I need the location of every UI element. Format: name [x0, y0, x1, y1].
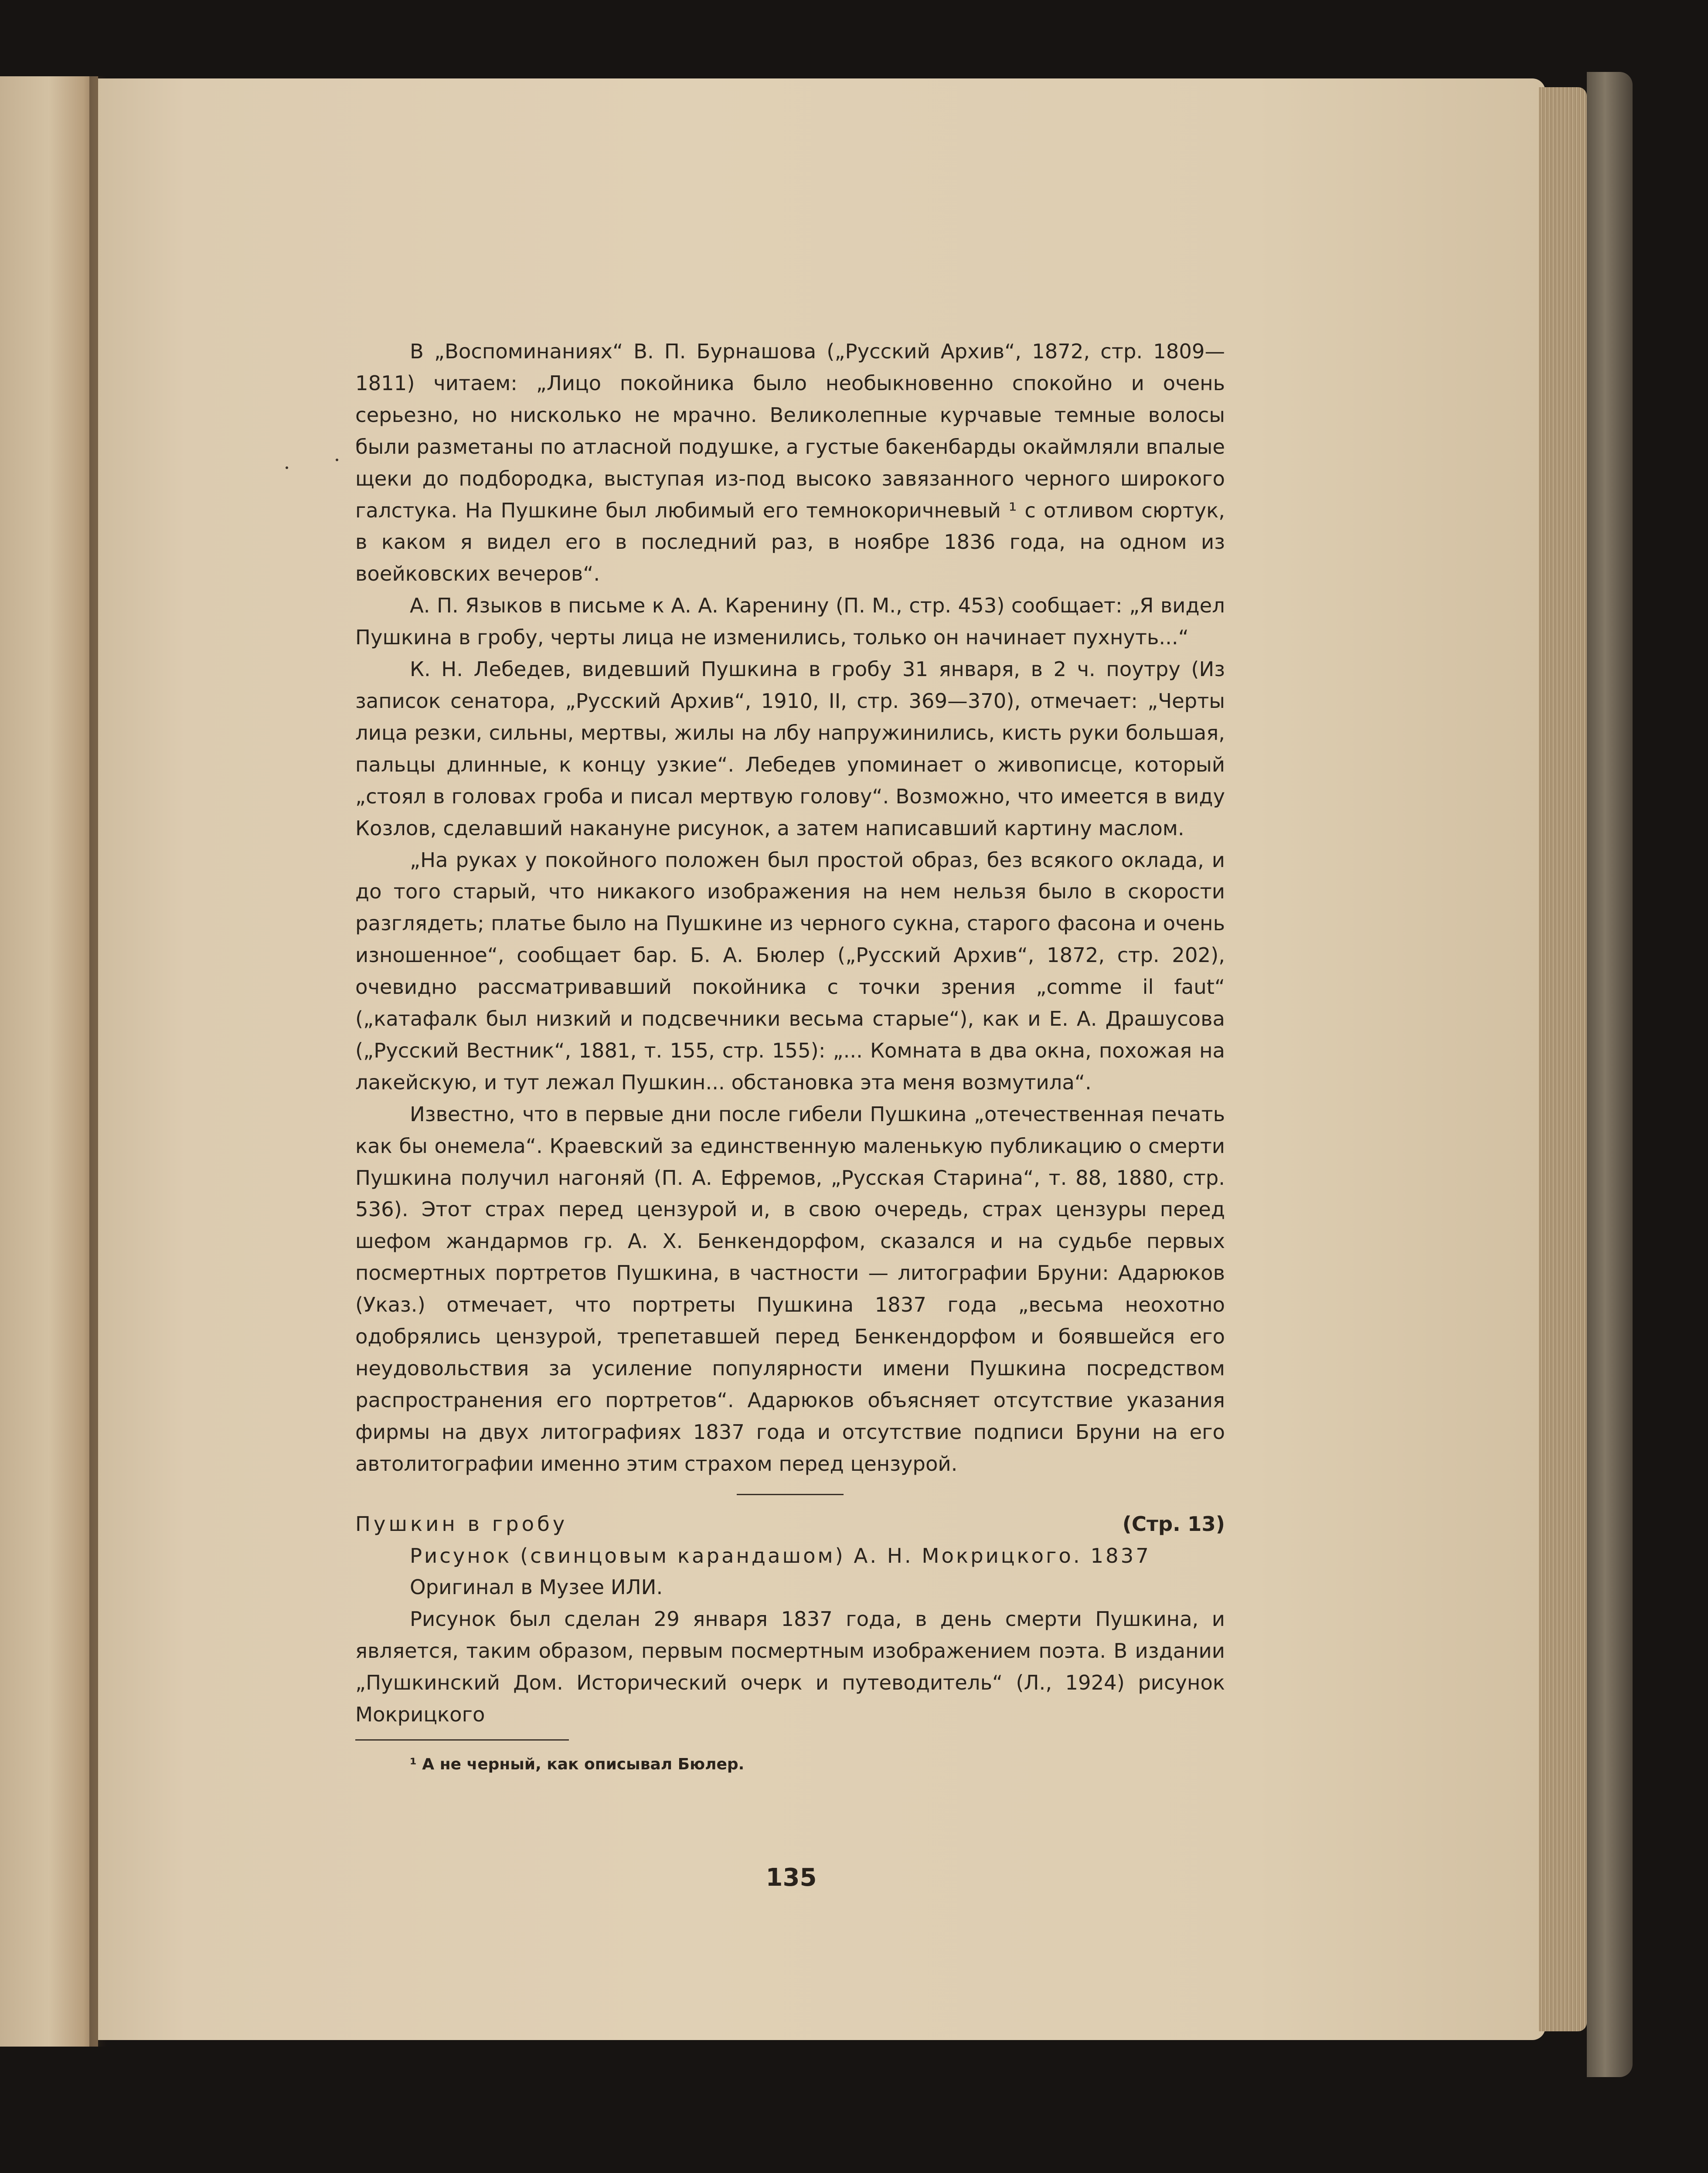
stray-mark [286, 466, 288, 469]
caption-body: Рисунок был сделан 29 января 1837 года, в день смерти Пушкина, и является, таким образом, первым посмертным изображением поэта. В издании „Пушкинский Дом. Исторический очерк и путеводитель“ (Л., 1924) рисунок Мокрицкого [355, 1607, 1225, 1727]
paragraph: „На руках у покойного положен был простой образ, без всякого оклада, и до того старый, что никакого изображения на нем нельзя было в скорости разглядеть; платье было на Пушкине из черного сукна, старого фасона и очень изношенное“, сообщает бар. Б. А. Бюлер („Русский Архив“, 1872, стр. 202), очевидно рассматривавший покойника с точки зрения „comme il faut“ („катафалк был низкий и подсвечники весьма старые“), как и Е. А. Драшусова („Русский Вестник“, 1881, т. 155, стр. 155): „... Комната в два окна, похожая на лакейскую, и тут лежал Пушкин... обстановка эта меня возмутила“. [355, 848, 1225, 1094]
paragraph: К. Н. Лебедев, видевший Пушкина в гробу 31 января, в 2 ч. поутру (Из записок сенатора, „Русский Архив“, 1910, II, стр. 369—370), отмечает: „Черты лица резки, сильны, мертвы, жилы на лбу напружинились, кисть руки большая, пальцы длинные, к концу узкие“. Лебедев упоминает о живописце, который „стоял в головах гроба и писал мертвую голову“. Возможно, что имеется в виду Козлов, сделавший накануне рисунок, а затем написавший картину маслом. [355, 657, 1225, 840]
page-text [355, 336, 1225, 1775]
page-number: 135 [766, 1864, 817, 1892]
caption-page-ref: (Стр. 13) [1122, 1512, 1225, 1536]
caption-location: Оригинал в Музее ИЛИ. [410, 1575, 663, 1599]
paragraph: В „Воспоминаниях“ В. П. Бурнашова („Русский Архив“, 1872, стр. 1809—1811) читаем: „Лицо покойника было необыкновенно спокойно и очень серьезно, но нисколько не мрачно. Великолепные курчавые темные волосы были разметаны по атласной подушке, а густые бакенбарды окаймляли впалые щеки до подбородка, выступая из-под высоко завязанного черного широкого галстука. На Пушкине был любимый его темнокоричневый ¹ с отливом сюртук, в каком я видел его в последний раз, в ноябре 1836 года, на одном из воейковских вечеров“. [355, 340, 1225, 586]
paragraph: А. П. Языков в письме к А. А. Каренину (П. М., стр. 453) сообщает: „Я видел Пушкина в гробу, черты лица не изменились, только он начинает пухнуть...“ [355, 594, 1225, 650]
caption-header [355, 1508, 1225, 1540]
section-divider [737, 1494, 844, 1495]
paragraph: Известно, что в первые дни после гибели Пушкина „отечественная печать как бы онемела“. Краевский за единственную маленькую публикацию о смерти Пушкина получил нагоняй (П. А. Ефремов, „Русская Старина“, т. 88, 1880, стр. 536). Этот страх перед цензурой и, в свою очередь, страх цензуры перед шефом жандармов гр. А. Х. Бенкендорфом, сказался и на судьбе первых посмертных портретов Пушкина, в частности — литографии Бруни: Адарюков (Указ.) отмечает, что портреты Пушкина 1837 года „весьма неохотно одобрялись цензурой, трепетавшей перед Бенкендорфом и боявшейся его неудовольствия за усиление популярности имени Пушкина посредством распространения его портретов“. Адарюков объясняет отсутствие указания фирмы на двух литографиях 1837 года и отсутствие подписи Бруни на его автолитографии именно этим страхом перед цензурой. [355, 1102, 1225, 1476]
footnote-divider [355, 1739, 569, 1741]
caption-title: Пушкин в гробу [355, 1512, 568, 1536]
facing-page-edge [0, 76, 98, 2047]
book-cover-edge [1587, 72, 1633, 2077]
caption-technique: Рисунок (свинцовым карандашом) А. Н. Мокрицкого. 1837 [410, 1544, 1151, 1568]
stray-mark [336, 459, 338, 461]
page-block-edges [1539, 87, 1587, 2031]
footnote: ¹ А не черный, как описывал Бюлер. [410, 1755, 745, 1773]
